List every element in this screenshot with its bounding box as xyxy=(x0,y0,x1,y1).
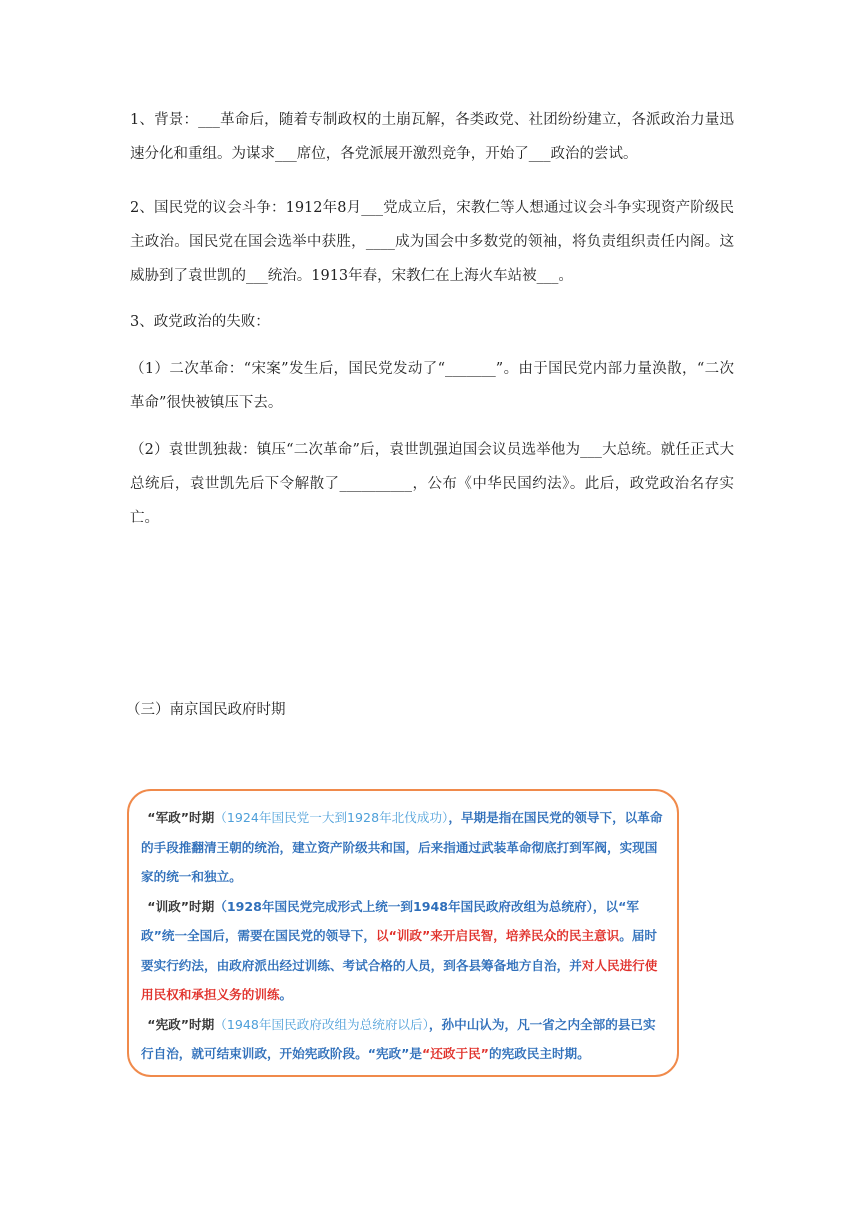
xianzheng-period: （1948年国民政府改组为总统府以后） xyxy=(214,1016,429,1032)
junzheng-term: “军政”时期 xyxy=(147,810,215,825)
three-periods-box xyxy=(127,789,679,1077)
xianzheng-term: “宪政”时期 xyxy=(147,1016,215,1032)
xunzheng-red-2: 对人民进行使用民权和承担义务的训练 xyxy=(141,957,658,1002)
xunzheng-period: （1928年国民党完成形式上统一到1948年国民政府改组为总统府） xyxy=(214,898,593,914)
xianzheng-desc-2: 的宪政民主时期。 xyxy=(488,1046,590,1061)
xunzheng-desc-3: 。 xyxy=(279,987,293,1002)
junzheng-paragraph xyxy=(141,803,667,892)
xunzheng-desc-2: 。届时要实行约法，由政府派出经过训练、考试合格的人员，到各县筹备地方自治，并 xyxy=(141,928,657,973)
junzheng-period: （1924年国民党一大到1928年北伐成功） xyxy=(214,810,449,825)
paragraph-second-revolution: （1）二次革命：“宋案”发生后，国民党发动了“_______”。由于国民党内部力量涣散，“二次革命”很快被镇压下去。 xyxy=(130,361,734,411)
xunzheng-paragraph xyxy=(141,892,667,1010)
xianzheng-desc-1: ，孙中山认为，凡一省之内全部的县已实行自治，就可结束训政，开始宪政阶段。“宪政”是 xyxy=(141,1016,656,1061)
paragraph-party-failure-heading: 3、政党政治的失败： xyxy=(130,314,270,330)
xunzheng-desc-1: ，以“军政”统一全国后，需要在国民党的领导下， xyxy=(141,898,639,943)
xianzheng-paragraph xyxy=(141,1010,667,1069)
section-heading: （三）南京国民政府时期 xyxy=(126,702,286,718)
xianzheng-red: “还政于民” xyxy=(422,1046,489,1061)
junzheng-desc: ，早期是指在国民党的领导下，以革命的手段推翻清王朝的统治，建立资产阶级共和国，后来指通过武装革命彻底打到军阀，实现国家的统一和独立。 xyxy=(141,810,663,884)
paragraph-background: 1、背景：___革命后，随着专制政权的土崩瓦解，各类政党、社团纷纷建立，各派政治力量迅速分化和重组。为谋求___席位，各党派展开激烈竞争，开始了___政治的尝试。 xyxy=(130,112,734,162)
xunzheng-term: “训政”时期 xyxy=(147,898,215,914)
xunzheng-red-1: 以“训政”来开启民智，培养民众的民主意识 xyxy=(375,928,620,943)
paragraph-yuan-dictatorship: （2）袁世凯独裁：镇压“二次革命”后，袁世凯强迫国会议员选举他为___大总统。就任正式大总统后，袁世凯先后下令解散了__________，公布《中华民国约法》。此后，政党政治名存实亡。 xyxy=(130,442,734,526)
paragraph-kmt-parliament: 2、国民党的议会斗争：1912年8月___党成立后，宋教仁等人想通过议会斗争实现资产阶级民主政治。国民党在国会选举中获胜，____成为国会中多数党的领袖，将负责组织责任内阁。这威胁到了袁世凯的___统治。1913年春，宋教仁在上海火车站被___。 xyxy=(130,200,734,284)
